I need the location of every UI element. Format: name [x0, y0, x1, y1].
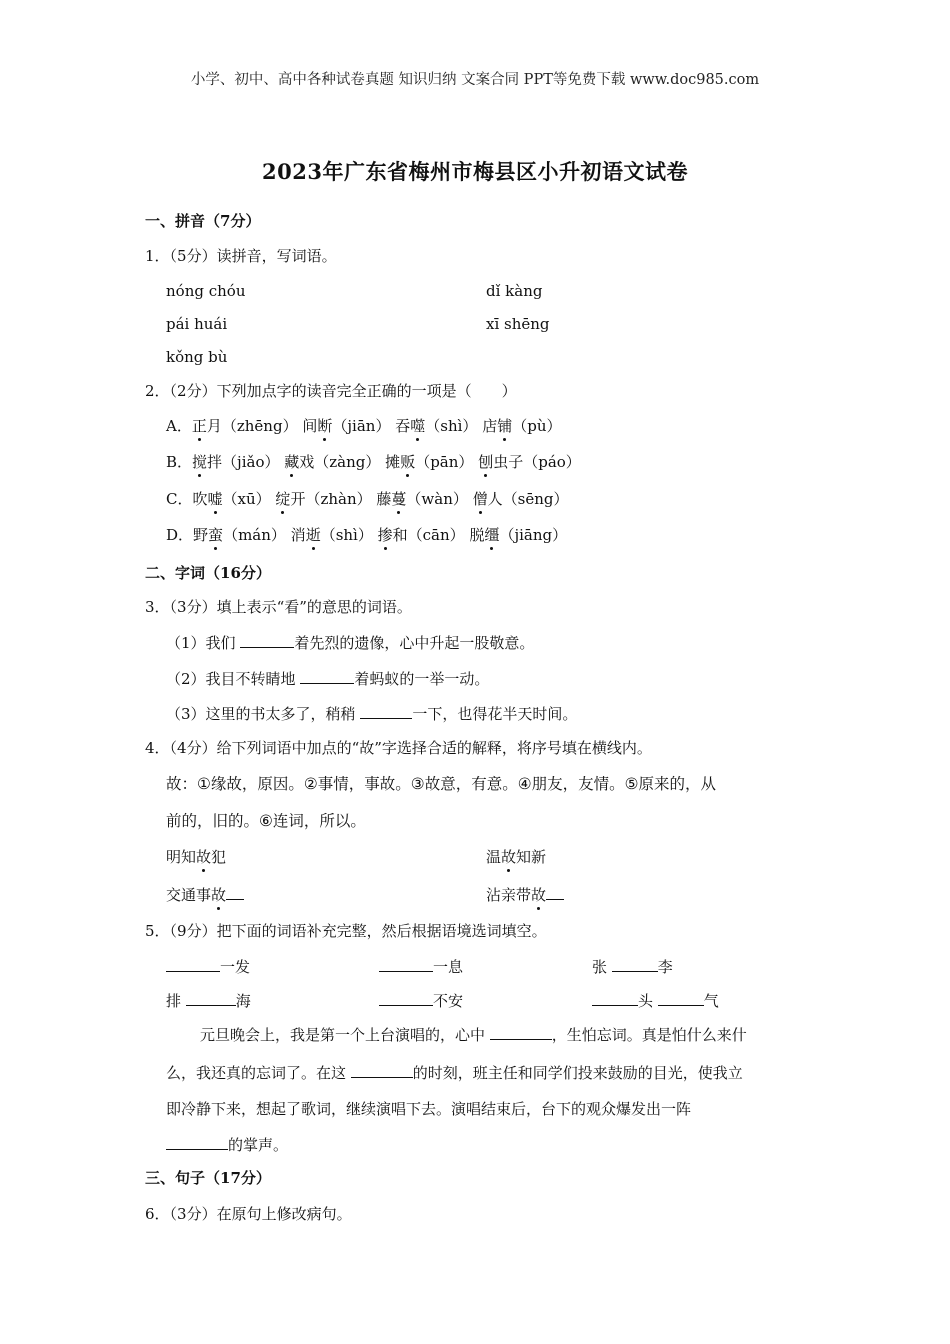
pinyin-item: pái huái [166, 315, 228, 333]
option-d: D．野蛮（mán） 消逝（shì） 掺和（cān） 脱缰（jiāng） [166, 526, 568, 544]
passage-line: 么，我还真的忘词了。在这 的时刻，班主任和同学们投来鼓励的目光，使我立 [166, 1064, 743, 1082]
answer-blank[interactable] [379, 956, 433, 972]
answer-blank[interactable] [612, 956, 658, 972]
question-stem: 5．（9分）把下面的词语补充完整，然后根据语境选词填空。 [145, 922, 547, 940]
answer-blank[interactable] [166, 1134, 228, 1150]
word-item: 沾亲带故 [486, 884, 564, 905]
option-b: B．搅拌（jiǎo） 藏戏（zàng） 摊贩（pān） 刨虫子（páo） [166, 453, 581, 471]
idiom-item: 一发 [166, 956, 250, 977]
answer-blank[interactable] [240, 632, 294, 648]
pinyin-item: xī shēng [486, 315, 550, 333]
answer-blank[interactable] [592, 990, 638, 1006]
answer-blank[interactable] [360, 703, 412, 719]
definition-line: 前的，旧的。⑥连词，所以。 [166, 812, 366, 830]
question-stem: 4．（4分）给下列词语中加点的“故”字选择合适的解释，将序号填在横线内。 [145, 739, 652, 757]
answer-blank[interactable] [226, 884, 244, 900]
pinyin-item: kǒng bù [166, 348, 228, 366]
answer-blank[interactable] [658, 990, 704, 1006]
answer-blank[interactable] [300, 668, 354, 684]
idiom-item: 头 气 [592, 990, 719, 1011]
option-a: A．正月（zhēng） 间断（jiān） 吞噬（shì） 店铺（pù） [166, 417, 562, 435]
answer-blank[interactable] [546, 884, 564, 900]
idiom-item: 张 李 [592, 958, 673, 976]
answer-blank[interactable] [351, 1062, 413, 1078]
answer-blank[interactable] [490, 1024, 552, 1040]
fill-sentence: （1）我们 着先烈的遗像，心中升起一股敬意。 [166, 634, 535, 652]
passage-line: 的掌声。 [166, 1134, 288, 1155]
idiom-item: 一息 [379, 956, 463, 977]
answer-blank[interactable] [379, 990, 433, 1006]
question-stem: 1．（5分）读拼音，写词语。 [145, 247, 337, 265]
fill-sentence: （2）我目不转睛地 着蚂蚁的一举一动。 [166, 670, 490, 688]
pinyin-item: dǐ kàng [486, 282, 543, 300]
definition-line: 故：①缘故，原因。②事情，事故。③故意，有意。④朋友，友情。⑤原来的，从 [166, 775, 716, 793]
pinyin-item: nóng chóu [166, 282, 246, 300]
answer-blank[interactable] [166, 956, 220, 972]
section-heading: 一、拼音（7分） [145, 212, 261, 230]
question-stem: 2．（2分）下列加点字的读音完全正确的一项是（ ） [145, 382, 517, 400]
page-header: 小学、初中、高中各种试卷真题 知识归纳 文案合同 PPT等免费下载 www.doc985.com [190, 72, 760, 88]
section-heading: 二、字词（16分） [145, 564, 271, 582]
question-stem: 6．（3分）在原句上修改病句。 [145, 1205, 352, 1223]
answer-blank[interactable] [186, 990, 236, 1006]
section-heading: 三、句子（17分） [145, 1169, 271, 1187]
idiom-item: 排 海 [166, 992, 251, 1010]
question-stem: 3．（3分）填上表示“看”的意思的词语。 [145, 598, 412, 616]
passage-line: 即冷静下来，想起了歌词，继续演唱下去。演唱结束后，台下的观众爆发出一阵 [166, 1100, 692, 1118]
word-item: 明知故犯 [166, 848, 227, 866]
word-item: 交通事故 [166, 884, 244, 905]
idiom-item: 不安 [379, 990, 463, 1011]
passage-line: 元旦晚会上，我是第一个上台演唱的，心中 ，生怕忘词。真是怕什么来什 [200, 1026, 747, 1044]
word-item: 温故知新 [486, 848, 547, 866]
exam-title: 2023年广东省梅州市梅县区小升初语文试卷 [262, 159, 688, 184]
fill-sentence: （3）这里的书太多了，稍稍 一下，也得花半天时间。 [166, 705, 578, 723]
option-c: C．吹嘘（xū） 绽开（zhàn） 藤蔓（wàn） 僧人（sēng） [166, 490, 569, 508]
